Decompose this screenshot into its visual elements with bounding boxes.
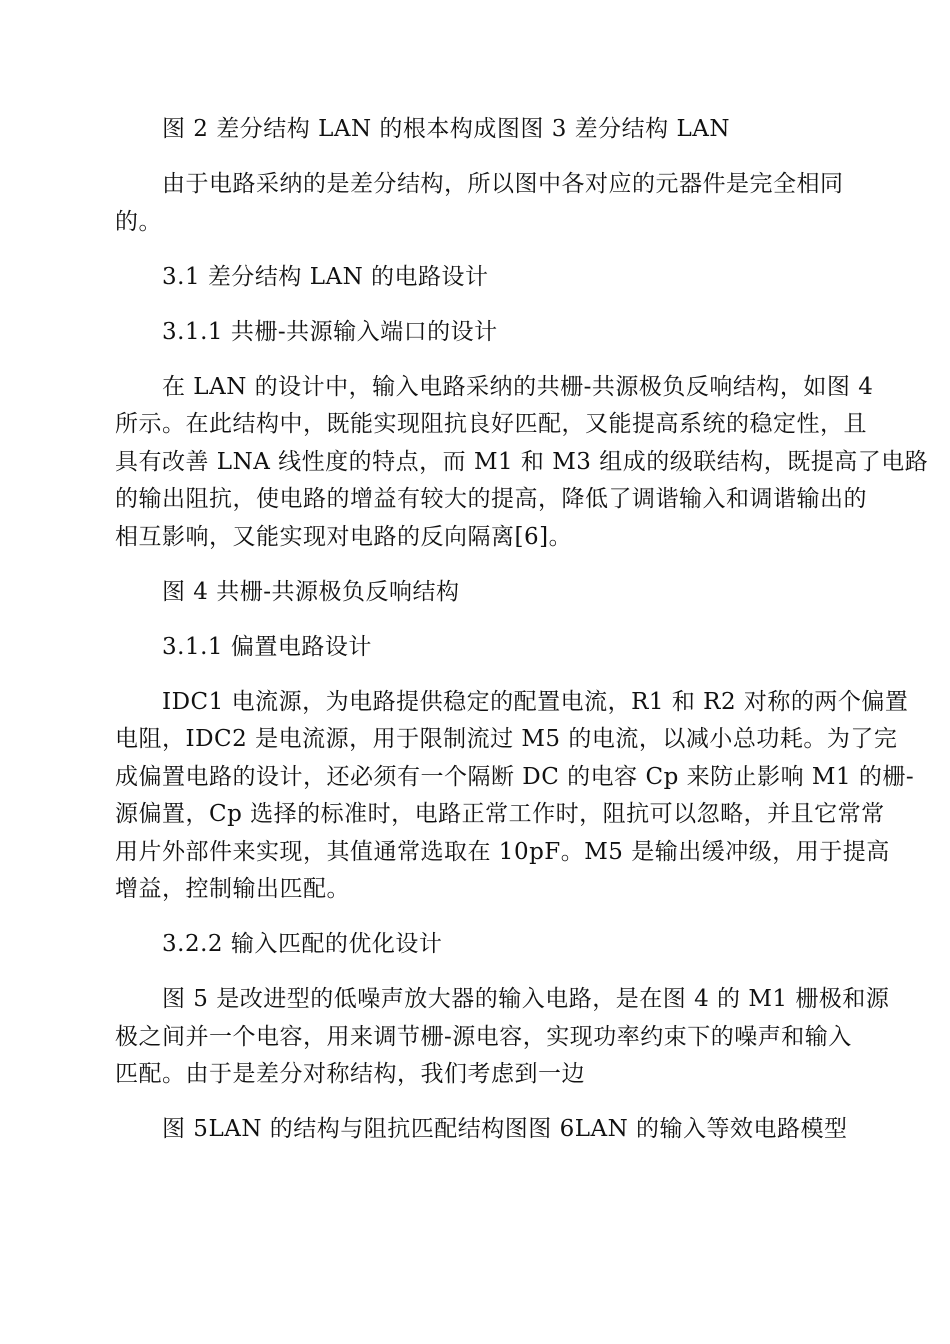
- paragraph-line: 匹配。由于是差分对称结构，我们考虑到一边: [115, 1061, 585, 1087]
- paragraph-line: 极之间并一个电容，用来调节栅-源电容，实现功率约束下的噪声和输入: [115, 1024, 852, 1050]
- section-heading-3-1: 3.1 差分结构 LAN 的电路设计: [162, 264, 489, 290]
- paragraph-line: 用片外部件来实现，其值通常选取在 10pF。M5 是输出缓冲级，用于提高: [115, 839, 890, 865]
- section-heading-3-1-1: 3.1.1 共栅-共源输入端口的设计: [162, 319, 498, 345]
- section-heading-bias: 3.1.1 偏置电路设计: [162, 634, 372, 660]
- figure-caption-5-6: 图 5LAN 的结构与阻抗匹配结构图图 6LAN 的输入等效电路模型: [162, 1116, 848, 1142]
- paragraph-line: 的。: [115, 209, 162, 235]
- figure-caption-2-3: 图 2 差分结构 LAN 的根本构成图图 3 差分结构 LAN: [162, 116, 730, 142]
- paragraph-line: 源偏置，Cp 选择的标准时，电路正常工作时，阻抗可以忽略，并且它常常: [115, 801, 885, 827]
- section-heading-3-2-2: 3.2.2 输入匹配的优化设计: [162, 931, 443, 957]
- paragraph-line: 成偏置电路的设计，还必须有一个隔断 DC 的电容 Cp 来防止影响 M1 的栅-: [115, 764, 915, 790]
- paragraph-line: 电阻，IDC2 是电流源，用于限制流过 M5 的电流，以减小总功耗。为了完: [115, 726, 898, 752]
- paragraph-line: 的输出阻抗，使电路的增益有较大的提高，降低了调谐输入和调谐输出的: [115, 486, 867, 512]
- paragraph-line: IDC1 电流源，为电路提供稳定的配置电流，R1 和 R2 对称的两个偏置: [162, 689, 909, 715]
- paragraph-line: 所示。在此结构中，既能实现阻抗良好匹配，又能提高系统的稳定性，且: [115, 411, 867, 437]
- paragraph-line: 由于电路采纳的是差分结构，所以图中各对应的元器件是完全相同: [162, 171, 844, 197]
- paragraph-line: 增益，控制输出匹配。: [115, 876, 350, 902]
- paragraph-line: 具有改善 LNA 线性度的特点，而 M1 和 M3 组成的级联结构，既提高了电路: [115, 449, 929, 475]
- paragraph-line: 相互影响，又能实现对电路的反向隔离[6]。: [115, 524, 573, 550]
- figure-caption-4: 图 4 共栅-共源极负反响结构: [162, 579, 460, 605]
- paragraph-line: 图 5 是改进型的低噪声放大器的输入电路，是在图 4 的 M1 栅极和源: [162, 986, 890, 1012]
- paragraph-line: 在 LAN 的设计中，输入电路采纳的共栅-共源极负反响结构，如图 4: [162, 374, 874, 400]
